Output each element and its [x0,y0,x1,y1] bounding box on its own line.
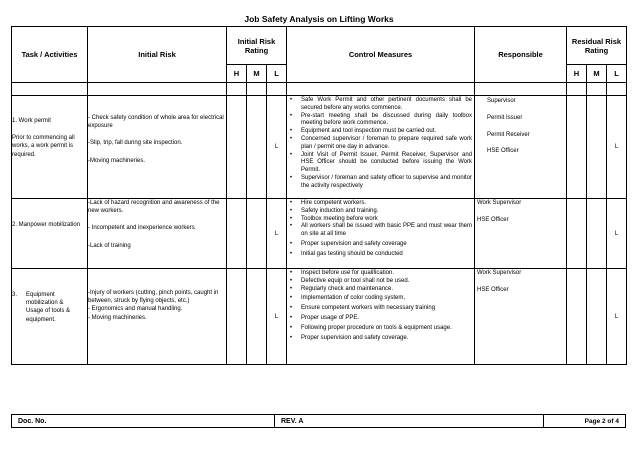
initial-risk-cell [88,269,227,365]
document-title: Job Safety Analysis on Lifting Works [244,14,394,24]
task-cell [12,269,88,365]
residual-rating: L [607,269,627,365]
responsible-item: HSE Officer [487,148,519,155]
task-cell [12,96,88,199]
table-row [12,269,627,365]
list-item: • Ensure competent workers with necessary training [301,305,472,313]
list-item: • Defective equip or tool shall not be used. [301,278,472,286]
list-item: • Proper supervision and safety coverage [301,241,472,249]
list-item: • Hire competent workers. [301,200,472,208]
list-item: • Equipment and tool inspection must be carried out. [301,128,472,136]
residual-rating: L [607,96,627,199]
control-measures-cell [287,96,475,199]
task-cell [12,199,88,269]
responsible-item: Work Supervisor [477,200,522,206]
task-text: Equipment mobilization & Usage of tools & equipment. [26,292,71,323]
responsible-item: HSE Officer [477,286,509,293]
risk-text: - Incompetent and inexperience workers [88,225,195,232]
header-residual-h: H [567,65,587,83]
list-item: • Supervisor / foreman and safety officer to supervise and monitor the activity respectively [301,175,472,191]
initial-rating: L [267,199,287,269]
header-initial-risk: Initial Risk [88,27,227,83]
table-row [12,199,627,269]
initial-rating: L [267,96,287,199]
list-item: • All workers shall be issued with basic PPE and must wear them on site at all time [301,223,472,239]
header-initial-m: M [247,65,267,83]
doc-number-label: Doc. No. [12,415,275,428]
header-residual-m: M [587,65,607,83]
control-measures-cell [287,199,475,269]
revision-label: REV. A [275,415,544,428]
control-measures-cell [287,269,475,365]
responsible-cell [475,96,567,199]
document-footer [11,414,626,428]
responsible-item: Work Supervisor [477,270,522,276]
header-initial-h: H [227,65,247,83]
risk-text: -Lack of training [88,242,131,249]
initial-risk-cell [88,199,227,269]
header-task: Task / Activities [12,27,88,83]
responsible-cell [475,269,567,365]
list-item: • Initial gas testing should be conducted [301,251,472,259]
header-initial-risk-rating: Initial Risk Rating [227,27,287,65]
task-text: 1. Work permit [12,118,51,124]
list-item: • Toolbox meeting before work [301,216,472,224]
risk-text: -Lack of hazard recognition and awareness of the new workers. [88,200,220,215]
responsible-cell [475,199,567,269]
jsa-table [11,26,627,365]
initial-risk-cell [88,96,227,199]
responsible-item: HSE Officer [477,216,509,223]
list-item: • Proper usage of PPE. [301,315,472,323]
header-residual-l: L [607,65,627,83]
list-item: • Concerned supervisor / foreman to prepare required safe work plan / permit one day in advance. [301,136,472,152]
task-number: 3. [12,292,18,298]
list-item: • Regularly check and maintenance. [301,286,472,294]
initial-rating: L [267,269,287,365]
risk-text: - Moving machineries. [88,314,147,321]
list-item: • Proper supervision and safety coverage. [301,335,472,343]
list-item: • Joint Visit of Permit Issuer, Permit Receiver, Supervisor and HSE Officer should be conducted before issuing the Work Permit. [301,152,472,175]
risk-text: -Moving machineries. [88,157,146,164]
residual-rating: L [607,199,627,269]
risk-text: -Slip, trip, fall during site inspection. [88,140,183,147]
responsible-item: Permit Receiver [487,131,530,138]
risk-text: -Injury of workers (cutting, pinch points, caught in between, struck by flying objects, etc.) [88,290,219,305]
task-text: 2. Manpower mobilization [12,222,81,228]
header-control-measures: Control Measures [287,27,475,83]
task-text: Prior to commencing all works, a work permit is required. [12,135,75,158]
header-initial-l: L [267,65,287,83]
table-row [12,96,627,199]
list-item: • Implementation of color coding system, [301,295,472,303]
list-item: • Following proper procedure on tools & equipment usage. [301,325,472,333]
list-item: • Safety induction and training. [301,208,472,216]
risk-text: - Ergonomics and manual handling. [88,306,183,313]
header-residual-risk-rating: Residual Risk Rating [567,27,627,65]
list-item: • Safe Work Permit and other pertinent documents shall be secured before any works commence. [301,97,472,113]
risk-text: - Check safety condition of whole area for electrical exposure [88,115,224,130]
list-item: • Pre-start meeting shall be discussed during daily toolbox meeting before work commence. [301,113,472,129]
responsible-item: Supervisor [487,98,516,104]
responsible-item: Permit Issuer [487,114,523,121]
list-item: • Inspect before use for qualification. [301,270,472,278]
header-responsible: Responsible [475,27,567,83]
page-number: Page 2 of 4 [544,415,626,428]
